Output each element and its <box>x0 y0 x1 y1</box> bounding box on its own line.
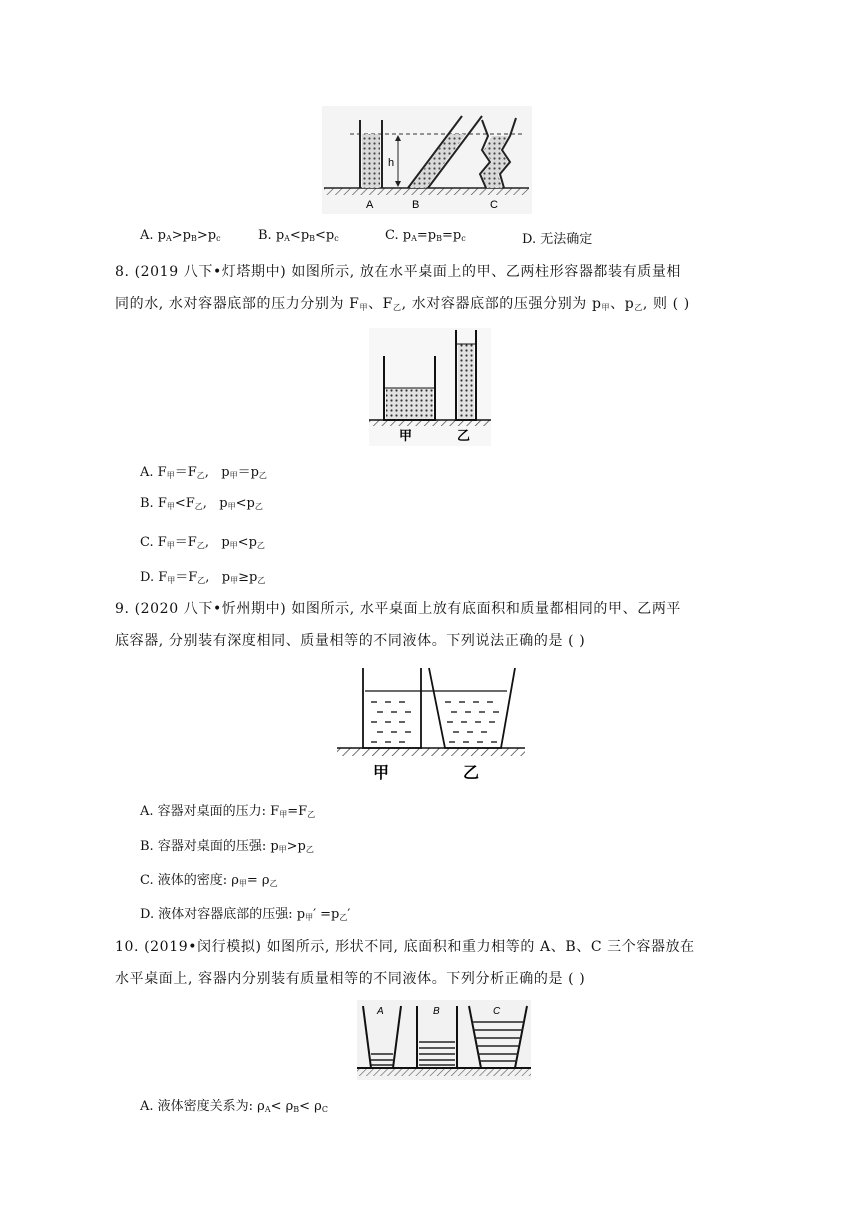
q7-option-d: D. 无法确定 <box>522 232 593 247</box>
q8-label-jia: 甲 <box>399 429 413 444</box>
q8-option-c: C. $F_甲=F_乙$, $p_甲<p_乙$ <box>140 535 265 550</box>
q10-figure <box>357 1000 531 1080</box>
q9-option-b: B. 容器对桌面的压强: $p_甲>p_乙$ <box>140 839 314 854</box>
q9-option-a: A. 容器对桌面的压力: $F_甲=F_乙$ <box>140 804 316 819</box>
q7-label-c: C <box>490 199 498 211</box>
q7-option-a: A. $p_A>p_B>p_c$ <box>140 228 221 243</box>
q7-option-b: B. $p_A<p_B<p_c$ <box>258 228 339 243</box>
q10-label-c: C <box>493 1006 501 1017</box>
q8-figure <box>369 328 491 446</box>
q10-stem-line1: 10. (2019•闵行模拟) 如图所示, 形状不同, 底面积和重力相等的 A、B、C 三个容器放在 <box>115 939 695 955</box>
q9-stem-line1: 9. (2020 八下•忻州期中) 如图所示, 水平桌面上放有底面积和质量都相同的甲、乙两平 <box>115 601 682 617</box>
q7-label-b: B <box>412 199 420 211</box>
q10-stem-line2: 水平桌面上, 容器内分别装有质量相等的不同液体。下列分析正确的是 ( ) <box>115 971 586 987</box>
q9-label-yi: 乙 <box>463 763 480 782</box>
q7-label-h: h <box>388 157 395 169</box>
q9-label-jia: 甲 <box>373 763 390 782</box>
q8-option-d: D. $F_甲=F_乙$, $p_甲\ge p_乙$ <box>140 570 266 585</box>
q10-label-b: B <box>433 1006 440 1017</box>
q9-stem-line2: 底容器, 分别装有深度相同、质量相等的不同液体。下列说法正确的是 ( ) <box>115 633 586 649</box>
q10-option-a: A. 液体密度关系为: $\rho_A< \rho_B< \rho_C$ <box>140 1099 328 1114</box>
q9-option-c: C. 液体的密度: $\rho_甲= \rho_乙$ <box>140 873 278 888</box>
q8-stem-line2: 同的水, 水对容器底部的压力分别为 $F_甲$、$F_乙$, 水对容器底部的压强分别为 $p_甲$、$p_乙$, 则 ( ) <box>115 296 690 312</box>
q9-figure <box>337 662 525 784</box>
q7-figure <box>322 106 532 214</box>
q7-option-c: C. $p_A=p_B=p_c$ <box>385 228 466 243</box>
q9-option-d: D. 液体对容器底部的压强: $p_甲' =p_乙'$ <box>140 907 351 922</box>
q8-option-a: A. $F_甲=F_乙$, $p_甲=p_乙$ <box>140 465 267 480</box>
q8-stem-line1: 8. (2019 八下•灯塔期中) 如图所示, 放在水平桌面上的甲、乙两柱形容器都装有质量相 <box>115 264 682 280</box>
q8-option-b: B. $F_甲<F_乙$, $p_甲<p_乙$ <box>140 496 263 511</box>
q8-label-yi: 乙 <box>457 429 471 444</box>
q7-label-a: A <box>366 199 374 211</box>
q10-label-a: A <box>377 1006 384 1017</box>
